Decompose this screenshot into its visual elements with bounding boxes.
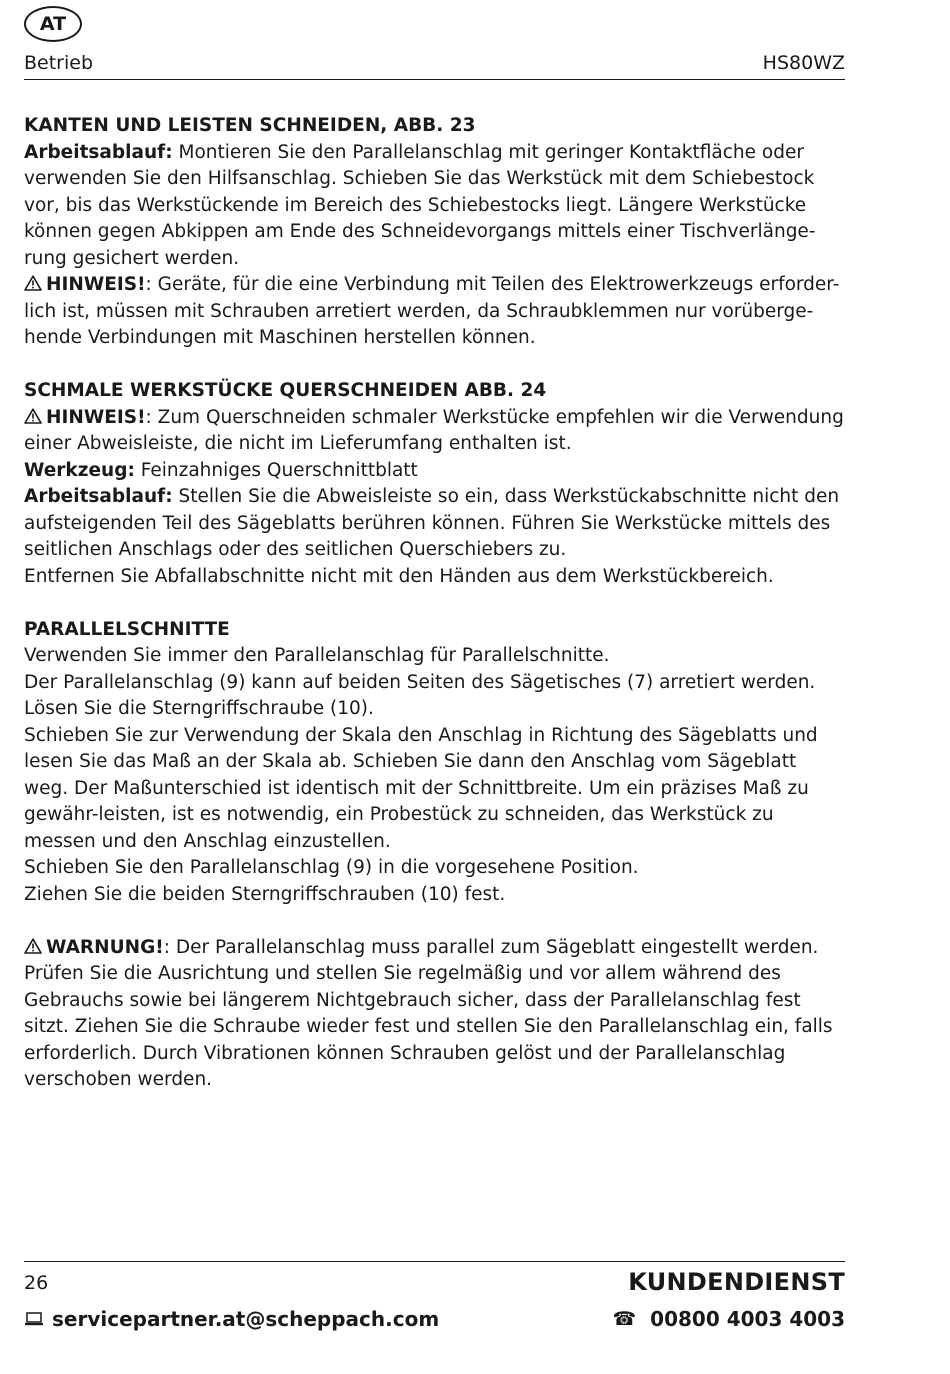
header-section-label: Betrieb (24, 52, 94, 74)
service-title: KUNDENDIENST (628, 1268, 845, 1296)
tool-paragraph (24, 458, 845, 485)
tool-label: Werkzeug: (24, 459, 135, 481)
section-title-edges: KANTEN UND LEISTEN SCHNEIDEN, ABB. 23 (24, 115, 476, 136)
note-label: HINWEIS! (46, 406, 146, 428)
email-address[interactable]: servicepartner.at@scheppach.com (52, 1307, 440, 1331)
header-divider (24, 79, 845, 80)
warning-triangle-icon (24, 275, 42, 291)
note-text: : Geräte, für die eine Verbindung mit Teilen des Elektrowerkzeugs erforder-lich ist, müssen mit Schrauben arretiert werden, da Schraubklemmen nur vorüberge-hende Verbindungen mit Maschinen herstellen können. (24, 274, 840, 348)
laptop-icon (24, 1311, 44, 1327)
country-code: AT (39, 13, 67, 35)
warning-label: WARNUNG! (46, 936, 164, 958)
procedure-text: Montieren Sie den Parallelanschlag mit geringer Kontaktfläche oder verwenden Sie den Hilfsanschlag. Schieben Sie das Werkstück mit dem Schiebestock vor, bis das Werkstückende im Bereich des Schiebestocks liegt. Längere Werkstücke können gegen Abkippen am Ende des Schneidevorgangs mittels einer Tischverlänge-rung gesichert werden. (24, 141, 816, 269)
phone-number[interactable]: 00800 4003 4003 (650, 1307, 845, 1331)
manual-content (24, 113, 845, 1094)
procedure-paragraph-crosscut (24, 484, 845, 564)
section-title-parallel-cuts: PARALLELSCHNITTE (24, 618, 230, 640)
procedure-label: Arbeitsablauf: (24, 141, 173, 163)
procedure-text: Stellen Sie die Abweisleiste so ein, dass Werkstückabschnitte nicht den aufsteigenden Teil des Sägeblatts berühren können. Führen Sie Werkstücke mittels des seitlichen Anschlags oder des seitlichen Querschiebers zu. (24, 486, 840, 560)
parallel-line: Ziehen Sie die beiden Sterngriffschrauben (10) fest. (24, 883, 506, 905)
warning-triangle-icon (24, 938, 42, 954)
page-number: 26 (24, 1272, 49, 1294)
section-title-narrow-crosscut: SCHMALE WERKSTÜCKE QUERSCHNEIDEN ABB. 24 (24, 380, 547, 401)
parallel-line: Lösen Sie die Sterngriffschraube (10). (24, 698, 374, 719)
tool-text: Feinzahniges Querschnittblatt (134, 459, 418, 481)
warning-paragraph (24, 935, 845, 1094)
parallel-line: Verwenden Sie immer den Parallelanschlag für Parallelschnitte. (24, 645, 610, 666)
warning-text: : Der Parallelanschlag muss parallel zum Sägeblatt eingestellt werden. Prüfen Sie die Ausrichtung und stellen Sie regelmäßig und vor allem während des Gebrauchs sowie bei längerem Nichtgebrauch sicher, dass der Parallelanschlag fest sitzt. Ziehen Sie die Schraube wieder fest und stellen Sie den Parallelanschlag ein, falls erforderlich. Durch Vibrationen können Schrauben gelöst und der Parallelanschlag verschoben werden. (24, 936, 833, 1090)
procedure-paragraph-edges (24, 140, 845, 273)
note-text: : Zum Querschneiden schmaler Werkstücke empfehlen wir die Verwendung einer Abweisleiste, die nicht im Lieferumfang enthalten ist. (24, 406, 844, 454)
warning-triangle-icon (24, 408, 42, 424)
note-paragraph-clamping (24, 272, 845, 352)
header-model-label: HS80WZ (762, 52, 845, 74)
procedure-label: Arbeitsablauf: (24, 486, 173, 507)
service-email (24, 1307, 439, 1331)
manual-page (24, 0, 845, 1374)
footer-divider (24, 1261, 845, 1262)
telephone-icon: ☎ (612, 1308, 637, 1330)
waste-removal-line: Entfernen Sie Abfallabschnitte nicht mit den Händen aus dem Werkstückbereich. (24, 565, 774, 587)
note-paragraph-deflector (24, 405, 845, 458)
note-label: HINWEIS! (46, 274, 146, 295)
parallel-line: Schieben Sie den Parallelanschlag (9) in die vorgesehene Position. (24, 857, 639, 878)
service-phone (612, 1307, 845, 1331)
parallel-line: Schieben Sie zur Verwendung der Skala den Anschlag in Richtung des Sägeblatts und lesen Sie das Maß an der Skala ab. Schieben Sie dann den Anschlag vom Sägeblatt weg. Der Maßunterschied ist identisch mit der Schnittbreite. Um ein präzises Maß zu gewähr-leisten, ist es notwendig, ein Probestück zu schneiden, das Werkstück zu messen und den Anschlag einzustellen. (24, 724, 818, 852)
country-badge (24, 6, 82, 42)
parallel-line: Der Parallelanschlag (9) kann auf beiden Seiten des Sägetisches (7) arretiert werden. (24, 671, 816, 693)
